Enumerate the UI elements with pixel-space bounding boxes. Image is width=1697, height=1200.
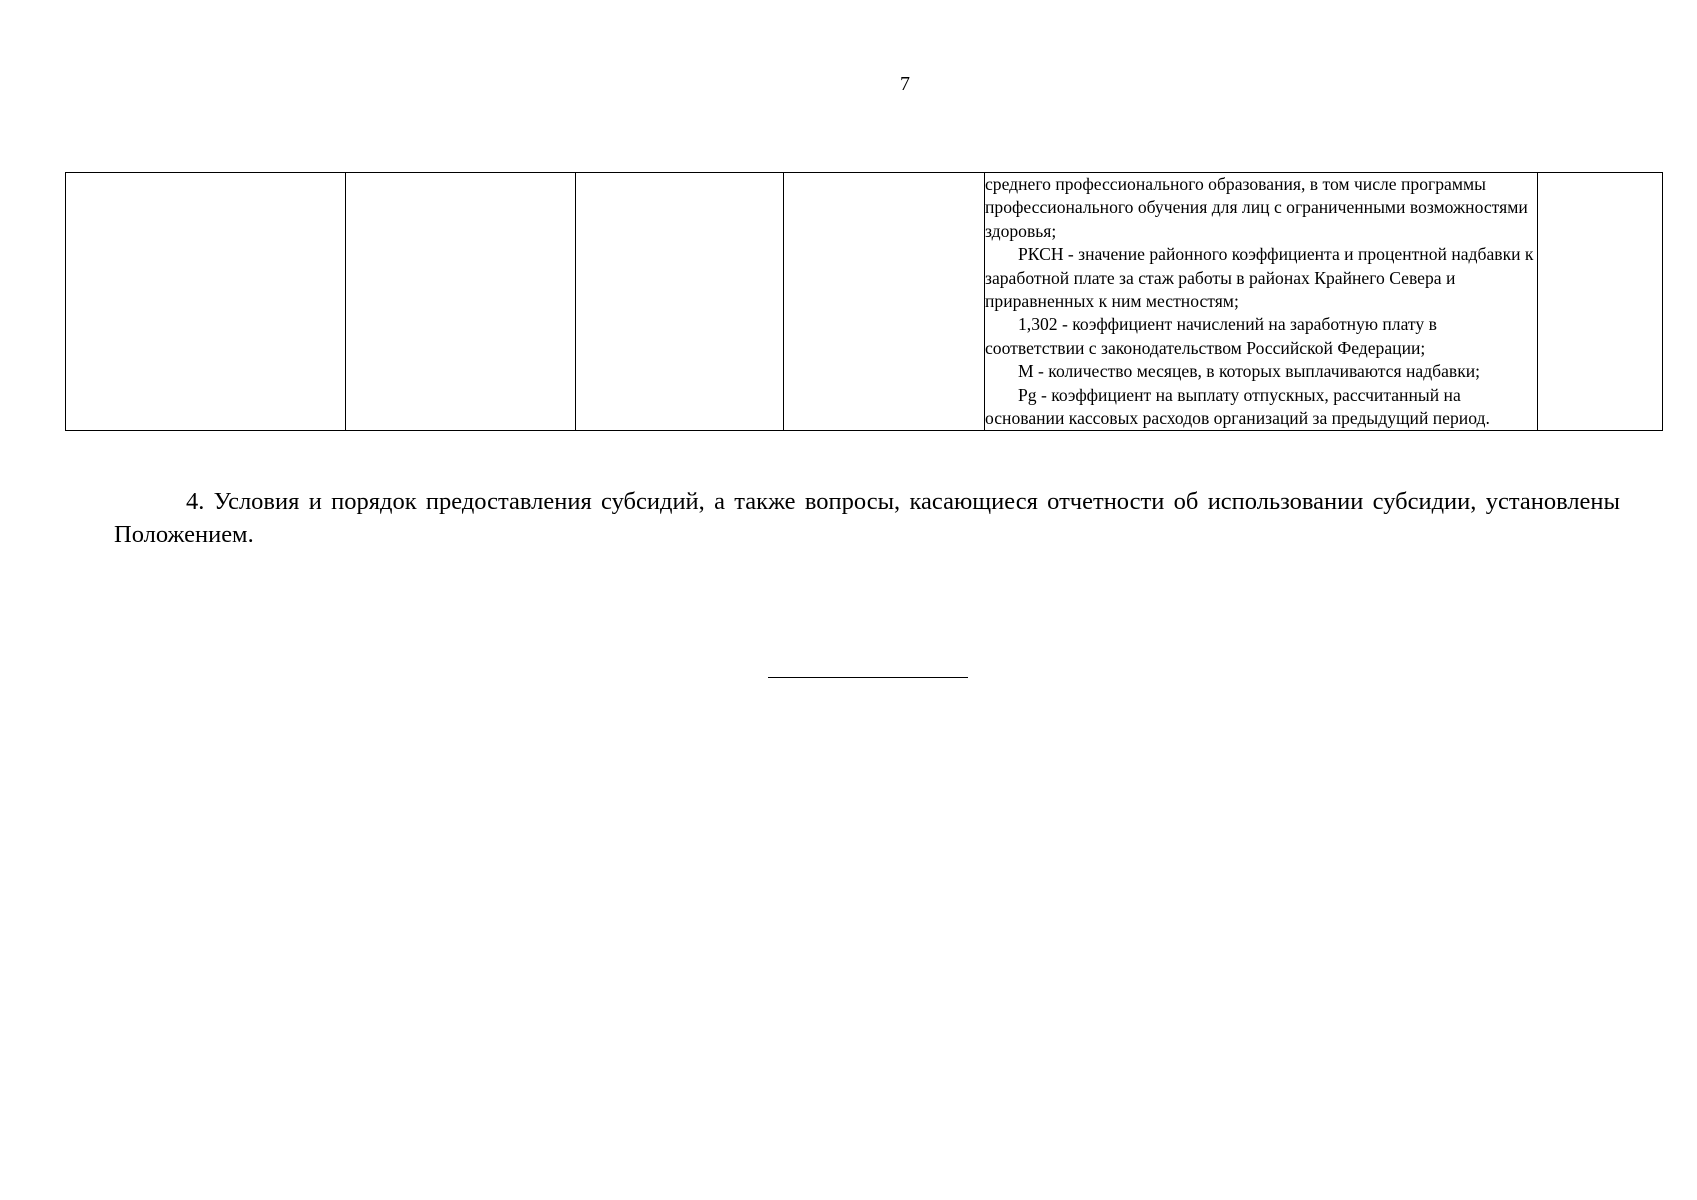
continuation-table <box>65 172 1663 431</box>
end-rule <box>768 677 968 678</box>
table-cell-col-2 <box>346 173 576 431</box>
cell-paragraph: среднего профессионального образования, в том числе программы профессионального обучения для лиц с ограниченными возможностями здоровья; <box>985 174 1528 241</box>
body-paragraph: 4. Условия и порядок предоставления субсидий, а также вопросы, касающиеся отчетности об использовании субсидии, установлены Положением. <box>114 488 1620 548</box>
table-cell-formula-notes <box>985 173 1538 431</box>
table-cell-col-3 <box>576 173 784 431</box>
cell-paragraph: 1,302 - коэффициент начислений на заработную плату в соответствии с законодательством Российской Федерации; <box>985 314 1437 358</box>
table-cell-col-4 <box>784 173 985 431</box>
cell-paragraph: М - количество месяцев, в которых выплачиваются надбавки; <box>1018 361 1481 382</box>
cell-paragraph: РКСН - значение районного коэффициента и процентной надбавки к заработной плате за стаж работы в районах Крайнего Севера и приравненных к ним местностям; <box>985 244 1534 312</box>
table-row <box>66 173 1663 431</box>
table-cell-col-1 <box>66 173 346 431</box>
page-number: 7 <box>900 73 910 95</box>
cell-paragraph: Pg - коэффициент на выплату отпускных, рассчитанный на основании кассовых расходов организаций за предыдущий период. <box>985 384 1490 429</box>
table-cell-col-6 <box>1538 173 1663 431</box>
